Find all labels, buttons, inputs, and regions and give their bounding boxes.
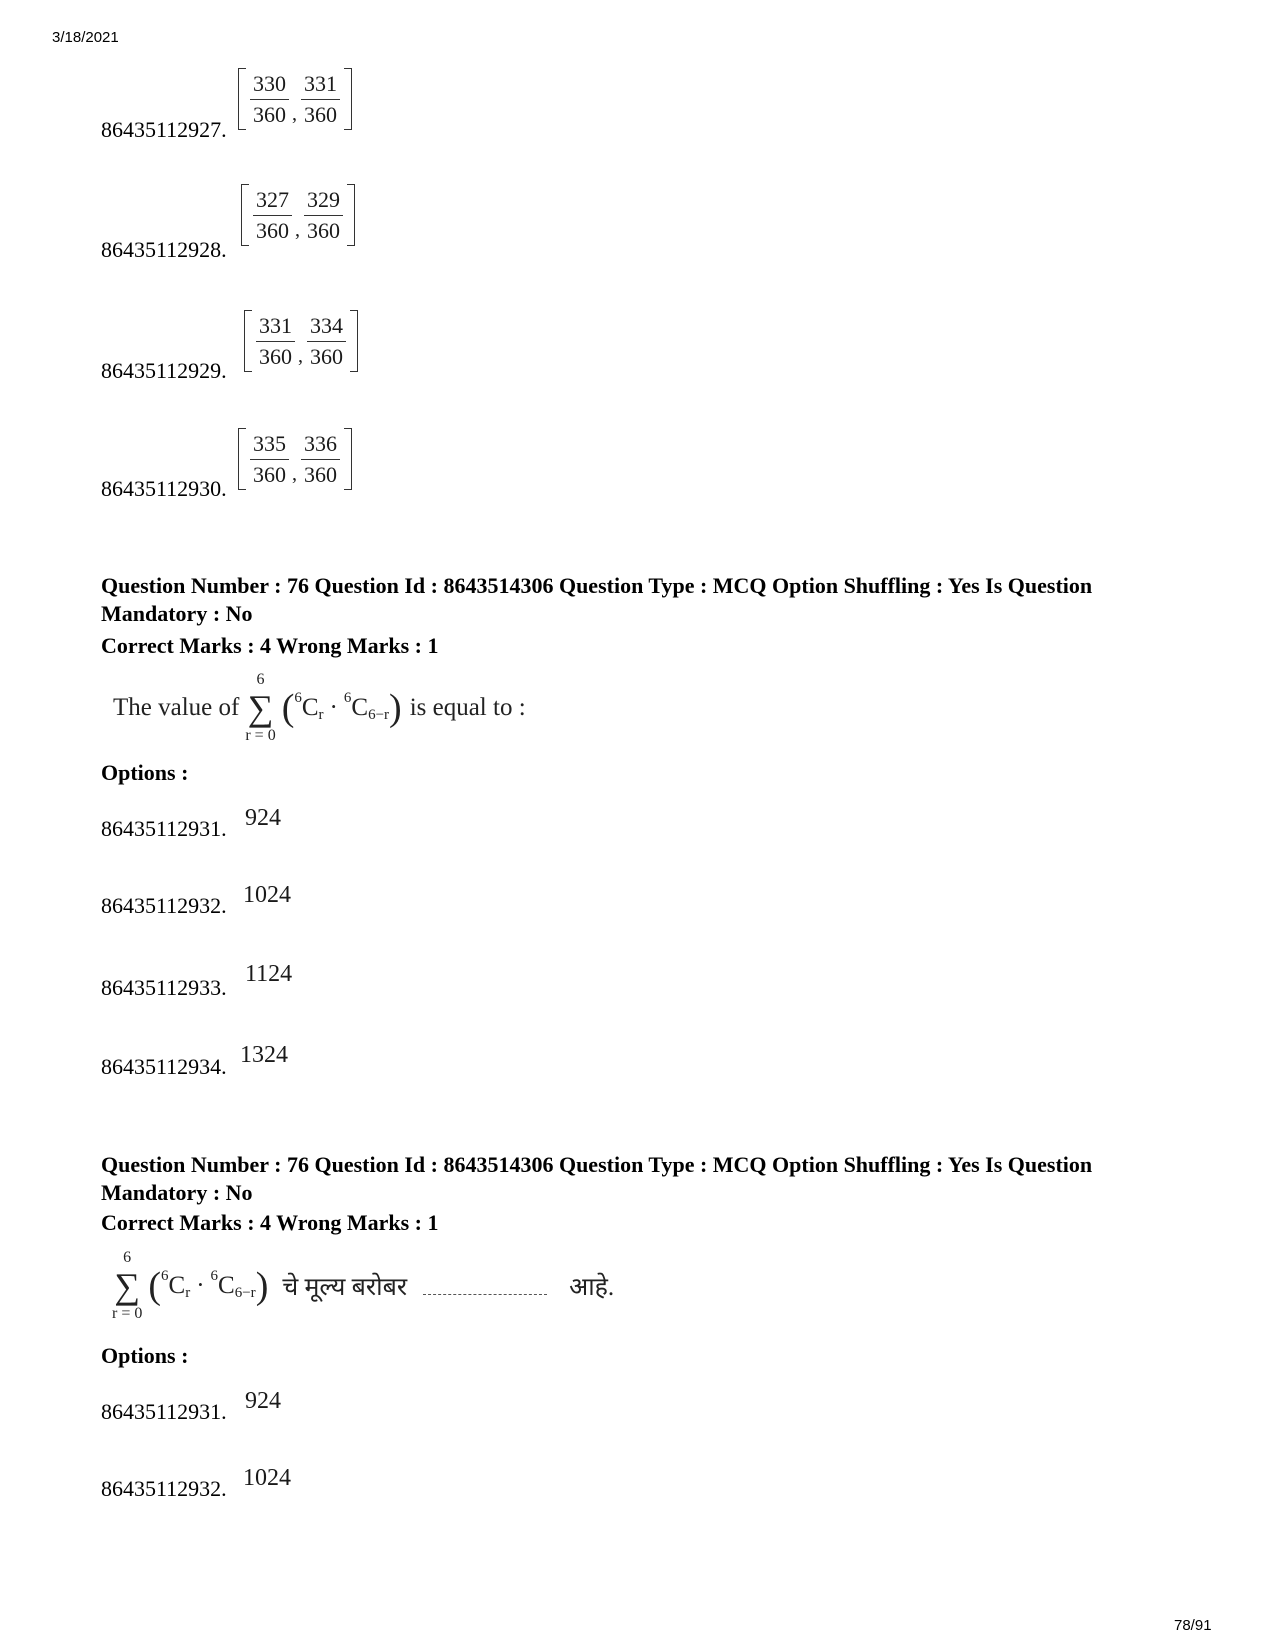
left-bracket: [238, 68, 246, 130]
fraction: $\frac{331}{360}$: [256, 313, 295, 370]
right-bracket: [347, 184, 355, 246]
right-bracket: [344, 68, 352, 130]
option-id: 86435112934.: [101, 1054, 227, 1079]
fill-in-blank: [423, 1278, 547, 1295]
option-value: 1124: [245, 961, 293, 987]
right-bracket: [350, 310, 358, 372]
option-id: 86435112928.: [101, 237, 227, 262]
fraction: $\frac{331}{360}$: [301, 71, 340, 128]
interval-option-value: $\frac{327}{360}$ , $\frac{329}{360}$: [241, 182, 355, 248]
question-header: Question Number : 76 Question Id : 8643514306 Question Type : MCQ Option Shuffling : Yes Is Question Mandatory : No: [101, 1152, 1093, 1205]
fraction: $\frac{327}{360}$: [253, 187, 292, 244]
fraction: $\frac{336}{360}$: [301, 431, 340, 488]
option-id: 86435112931.: [101, 816, 227, 841]
print-date: 3/18/2021: [52, 29, 119, 46]
interval-option-value: $\frac{330}{360}$ , $\frac{331}{360}$: [238, 66, 352, 132]
fraction: $\frac{334}{360}$: [307, 313, 346, 370]
option-id: 86435112927.: [101, 117, 227, 142]
option-id: 86435112930.: [101, 476, 227, 501]
summation: 6 ∑ r = 0: [245, 671, 276, 744]
left-bracket: [241, 184, 249, 246]
option-id: 86435112932.: [101, 1476, 227, 1501]
option-value: 1324: [240, 1042, 288, 1068]
question-marks: Correct Marks : 4 Wrong Marks : 1: [101, 1210, 439, 1235]
option-value: 924: [245, 1388, 281, 1414]
summation: 6 ∑ r = 0: [112, 1249, 143, 1322]
left-bracket: [244, 310, 252, 372]
right-bracket: [344, 428, 352, 490]
left-bracket: [238, 428, 246, 490]
fraction: $\frac{335}{360}$: [250, 431, 289, 488]
formula-suffix-text: is equal to :: [409, 694, 526, 721]
question-marks: Correct Marks : 4 Wrong Marks : 1: [101, 633, 439, 658]
question-formula: 6 ∑ r = 0 ( 6 C r · 6 C 6−r ) चे मूल्य बरोबर आहे.: [112, 1249, 615, 1322]
formula-end-text: आहे.: [569, 1274, 615, 1301]
formula-suffix-text: चे मूल्य बरोबर: [282, 1274, 408, 1301]
options-label: Options :: [101, 760, 189, 785]
option-id: 86435112932.: [101, 893, 227, 918]
interval-option-value: $\frac{335}{360}$ , $\frac{336}{360}$: [238, 426, 352, 492]
fraction: $\frac{329}{360}$: [304, 187, 343, 244]
option-value: 1024: [243, 882, 291, 908]
option-id: 86435112931.: [101, 1399, 227, 1424]
option-id: 86435112933.: [101, 975, 227, 1000]
fraction: $\frac{330}{360}$: [250, 71, 289, 128]
page-number: 78/91: [1174, 1617, 1212, 1634]
option-value: 1024: [243, 1465, 291, 1491]
option-value: 924: [245, 805, 281, 831]
question-header: Question Number : 76 Question Id : 8643514306 Question Type : MCQ Option Shuffling : Yes Is Question Mandatory : No: [101, 573, 1093, 626]
options-label: Options :: [101, 1343, 189, 1368]
option-id: 86435112929.: [101, 358, 227, 383]
question-formula: The value of 6 ∑ r = 0 ( 6 C r · 6 C 6−r ) is equal to :: [113, 671, 526, 744]
formula-prefix-text: The value of: [113, 694, 240, 721]
interval-option-value: $\frac{331}{360}$ , $\frac{334}{360}$: [244, 308, 358, 374]
